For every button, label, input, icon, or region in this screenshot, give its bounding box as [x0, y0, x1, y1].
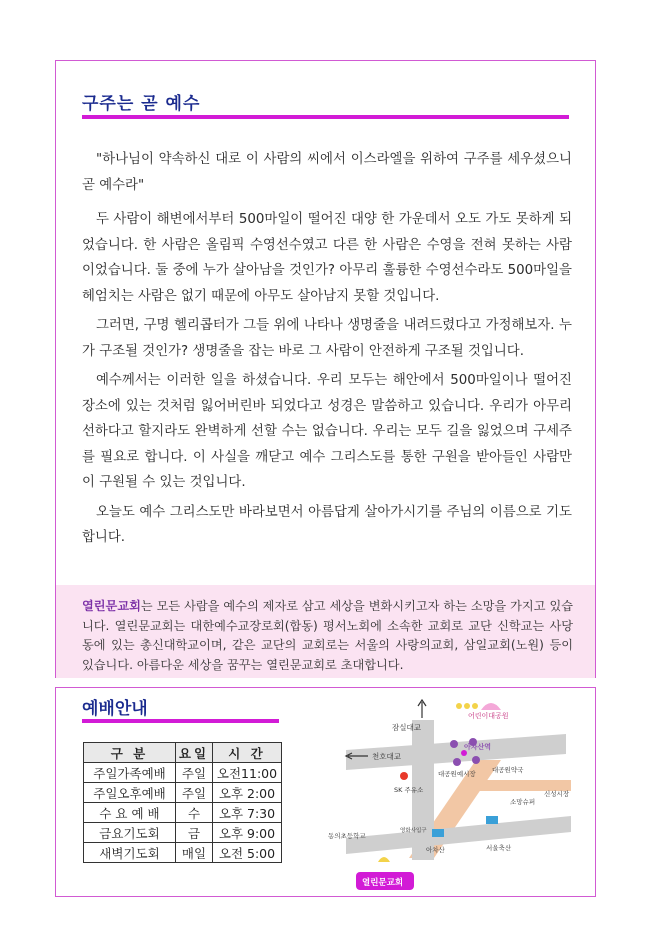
table-row [84, 843, 282, 863]
paragraph-3: 예수께서는 이러한 일을 하셨습니다. 우리 모두는 해안에서 500마일이나 떨어진 장소에 있는 것처럼 잃어버린바 되었다고 성경은 말씀하고 있습니다. 우리가 아무리 선하다고 할지라도 완벽하게 선할 수는 없습니다. 우리는 모두 길을 잃었으며 구세주를 필요로 합니다. 이 사실을 깨닫고 예수 그리스도를 통한 구원을 받아들인 사람만이 구원될 수 있는 것입니다. [82, 373, 572, 490]
map-label-church: 열린문교회 [362, 878, 404, 888]
service-day: 주일 [176, 763, 213, 783]
paragraph-2: 그러면, 구명 헬리콥터가 그들 위에 나타나 생명줄을 내려드렸다고 가정해보자. 누가 구조될 것인가? 생명줄을 잡는 바로 그 사람이 안전하게 구조될 것입니다. [82, 318, 572, 359]
map-label-achasan: 아차산 [426, 846, 445, 854]
church-building-icon [378, 857, 390, 862]
subway-exit-icon [472, 756, 480, 764]
service-time: 오전11:00 [213, 763, 282, 783]
map-label-shop: 소망슈퍼 [510, 798, 536, 806]
map-label-jamsil: 잠실대교 [392, 723, 421, 732]
map-svg [326, 696, 588, 896]
table-row [84, 823, 282, 843]
flower-icon [456, 703, 462, 709]
paragraph-1: 두 사람이 해변에서부터 500마일이 떨어진 대양 한 가운데서 오도 가도 못하게 되었습니다. 한 사람은 올림픽 수영선수였고 다른 한 사람은 수영을 전혀 못하는 사람이었습니다. 둘 중에 누가 살아남을 것인가? 아무리 훌륭한 수영선수라도 500마일을 헤엄치는 사람은 없기 때문에 아무도 살아남지 못할 것입니다. [82, 212, 572, 304]
service-name: 주일오후예배 [84, 783, 176, 803]
location-map [326, 696, 588, 896]
service-name: 수 요 예 배 [84, 803, 176, 823]
sermon-title-wrap [82, 89, 200, 114]
schedule-underline [82, 719, 279, 723]
map-label-sinseong: 신성시장 [544, 790, 570, 798]
scripture-quote: "하나님이 약속하신 대로 이 사람의 씨에서 이스라엘을 위하여 구주를 세우셨으니 곧 예수라" [82, 152, 572, 193]
map-label-market: 대공원예시장 [438, 770, 476, 778]
service-time: 오후 2:00 [213, 783, 282, 803]
service-name: 금요기도회 [84, 823, 176, 843]
map-label-yeonghwa: 영화사입구 [400, 828, 427, 834]
map-label-achasan-station: 아차산역 [464, 743, 492, 751]
header-time: 시 간 [213, 743, 282, 763]
service-day: 주일 [176, 783, 213, 803]
bus-stop-icon [432, 829, 444, 837]
service-day: 매일 [176, 843, 213, 863]
subway-exit-icon [453, 758, 461, 766]
worship-info-box [55, 687, 596, 897]
header-day: 요일 [176, 743, 213, 763]
table-row [84, 783, 282, 803]
church-intro-panel [56, 585, 595, 678]
schedule-table [83, 742, 282, 863]
header-category: 구 분 [84, 743, 176, 763]
service-name: 주일가족예배 [84, 763, 176, 783]
map-label-pharmacy: 대공원약국 [492, 766, 524, 774]
service-time: 오전 5:00 [213, 843, 282, 863]
table-row [84, 763, 282, 783]
sermon-box [55, 60, 596, 678]
service-name: 새벽기도회 [84, 843, 176, 863]
map-label-park: 어린이대공원 [468, 712, 509, 720]
title-underline [82, 115, 569, 119]
church-name: 열린문교회 [82, 599, 141, 613]
sermon-body [82, 147, 572, 555]
gas-station-icon [400, 772, 408, 780]
map-label-sk: SK 주유소 [394, 786, 424, 794]
schedule-header-row [84, 743, 282, 763]
subway-exit-icon [450, 740, 458, 748]
bus-stop-icon [486, 816, 498, 824]
flower-icon [464, 703, 470, 709]
service-time: 오후 7:30 [213, 803, 282, 823]
church-intro-text: 는 모든 사람을 예수의 제자로 삼고 세상을 변화시키고자 하는 소망을 가지고 있습니다. 열린문교회는 대한예수교장로회(합동) 평서노회에 소속한 교회로 교단 신학교는 사당동에 있는 총신대학교이며, 같은 교단의 교회로는 서울의 사랑의교회, 삼일교회(노원) 등이 있습니다. 아름다운 세상을 꿈꾸는 열린문교회로 초대합니다. [82, 599, 573, 672]
map-label-bank: 서울축산 [486, 844, 512, 852]
service-day: 금 [176, 823, 213, 843]
map-label-school: 동의초등학교 [328, 832, 366, 840]
service-day: 수 [176, 803, 213, 823]
balloon-icon [481, 703, 501, 710]
flower-icon [472, 703, 478, 709]
sermon-title: 구주는 곧 예수 [82, 94, 201, 114]
table-row [84, 803, 282, 823]
paragraph-4: 오늘도 예수 그리스도만 바라보면서 아름답게 살아가시기를 주님의 이름으로 기도합니다. [82, 504, 572, 545]
schedule-title: 예배안내 [82, 699, 148, 719]
service-time: 오후 9:00 [213, 823, 282, 843]
map-label-cheonho: 천호대교 [372, 752, 401, 761]
